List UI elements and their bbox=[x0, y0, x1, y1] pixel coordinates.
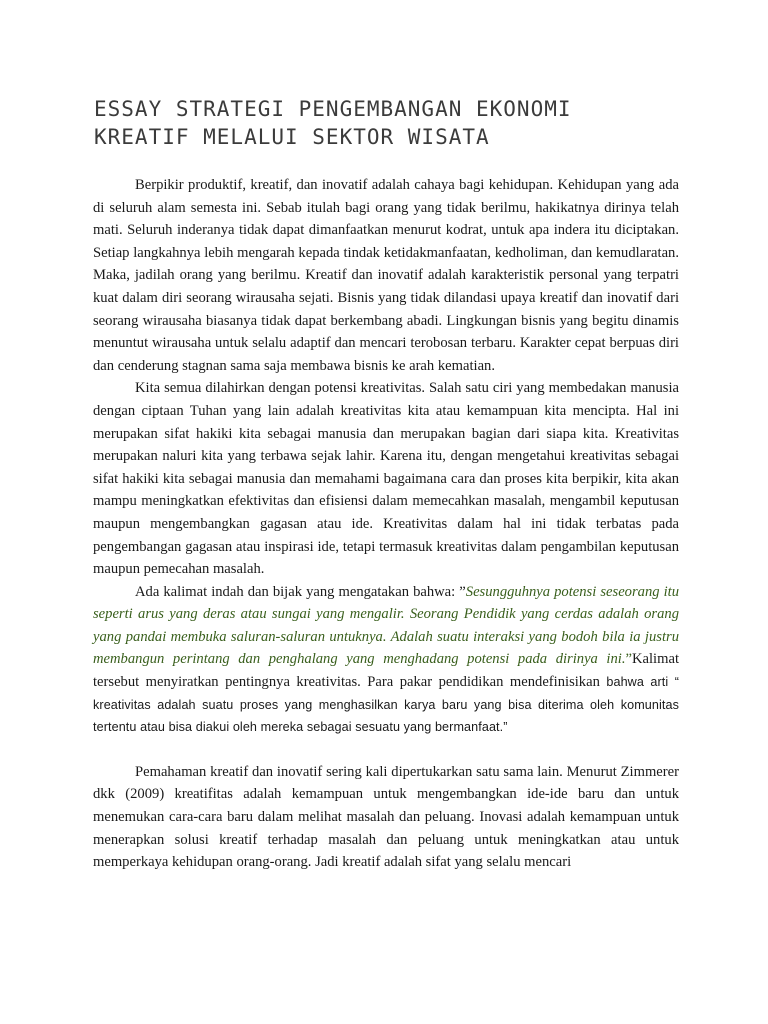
paragraph-3-middle: Kalimat tersebut menyiratkan pentingnya kreativitas. Para pakar pendidikan mendefinisikan bbox=[93, 651, 679, 691]
document-body bbox=[93, 174, 679, 874]
quote-close-mark: ” bbox=[625, 651, 632, 668]
paragraph-3 bbox=[93, 581, 679, 739]
paragraph-4: Pemahaman kreatif dan inovatif sering kali dipertukarkan satu sama lain. Menurut Zimmerer dkk (2009) kreatifitas adalah kemampuan untuk mengembangkan ide-ide baru dan untuk menemukan cara-cara baru dalam melihat masalah dan peluang. Inovasi adalah kemampuan untuk menerapkan solusi kreatif terhadap masalah dan peluang untuk meningkatkan atau untuk memperkaya kehidupan orang-orang. Jadi kreatif adalah sifat yang selalu mencari bbox=[93, 763, 679, 871]
paragraph-3-lead: Ada kalimat indah dan bijak yang mengatakan bahwa: ” bbox=[135, 583, 466, 600]
paragraph-1: Berpikir produktif, kreatif, dan inovatif adalah cahaya bagi kehidupan. Kehidupan yang ada di seluruh alam semesta ini. Sebab itulah bagi orang yang tidak berilmu, hakikatnya dirinya telah mati. Seluruh inderanya tidak dapat dimanfaatkan menurut kodrat, untuk apa indera itu diciptakan. Setiap langkahnya lebih mengarah kepada tindak ketidakmanfaatan, kedholiman, dan kemudlaratan. Maka, jadilah orang yang berilmu. Kreatif dan inovatif adalah karakteristik personal yang terpatri kuat dalam diri seorang wirausaha sejati. Bisnis yang tidak dilandasi upaya kreatif dan inovatif dari seorang wirausaha biasanya tidak dapat berkembang abadi. Lingkungan bisnis yang begitu dinamis menuntut wirausaha untuk selalu adaptif dan mencari terobosan terbaru. Karakter cepat berpuas diri dan cenderung stagnan sama saja membawa bisnis ke arah kematian. bbox=[93, 177, 679, 374]
document-title bbox=[94, 95, 714, 151]
quote-text: Sesungguhnya potensi seseorang itu seperti arus yang deras atau sungai yang mengalir. Seorang Pendidik yang cerdas adalah orang yang pandai membuka saluran-saluran untuknya. Adalah suatu interaksi yang bodoh bila ia justru membangun perintang dan penghalang yang menghadang potensi pada dirinya ini. bbox=[93, 583, 680, 668]
title-line-2: KREATIF MELALUI SEKTOR WISATA bbox=[94, 125, 490, 149]
title-line-1: ESSAY STRATEGI PENGEMBANGAN EKONOMI bbox=[94, 97, 572, 121]
paragraph-3-definition: bahwa arti “ kreativitas adalah suatu proses yang menghasilkan karya baru yang bisa diterima oleh komunitas tertentu atau bisa diakui oleh mereka sebagai sesuatu yang bermanfaat.” bbox=[93, 675, 680, 735]
paragraph-2: Kita semua dilahirkan dengan potensi kreativitas. Salah satu ciri yang membedakan manusia dengan ciptaan Tuhan yang lain adalah kreativitas kita atau kemampuan kita mencipta. Hal ini merupakan sifat hakiki kita sebagai manusia dan merupakan bagian dari siapa kita. Kreativitas merupakan naluri kita yang terbawa sejak lahir. Karena itu, dengan mengetahui kreativitas sebagai sifat hakiki kita sebagai manusia dan memahami bagaimana cara dan proses kita berpikir, kita akan mampu meningkatkan efektivitas dan efisiensi dalam memecahkan masalah, mengambil keputusan maupun mengembangkan gagasan atau ide. Kreativitas dalam hal ini tidak terbatas pada pengembangan gagasan atau inspirasi ide, tetapi termasuk kreativitas dalam pengambilan keputusan maupun pemecahan masalah. bbox=[93, 380, 679, 578]
